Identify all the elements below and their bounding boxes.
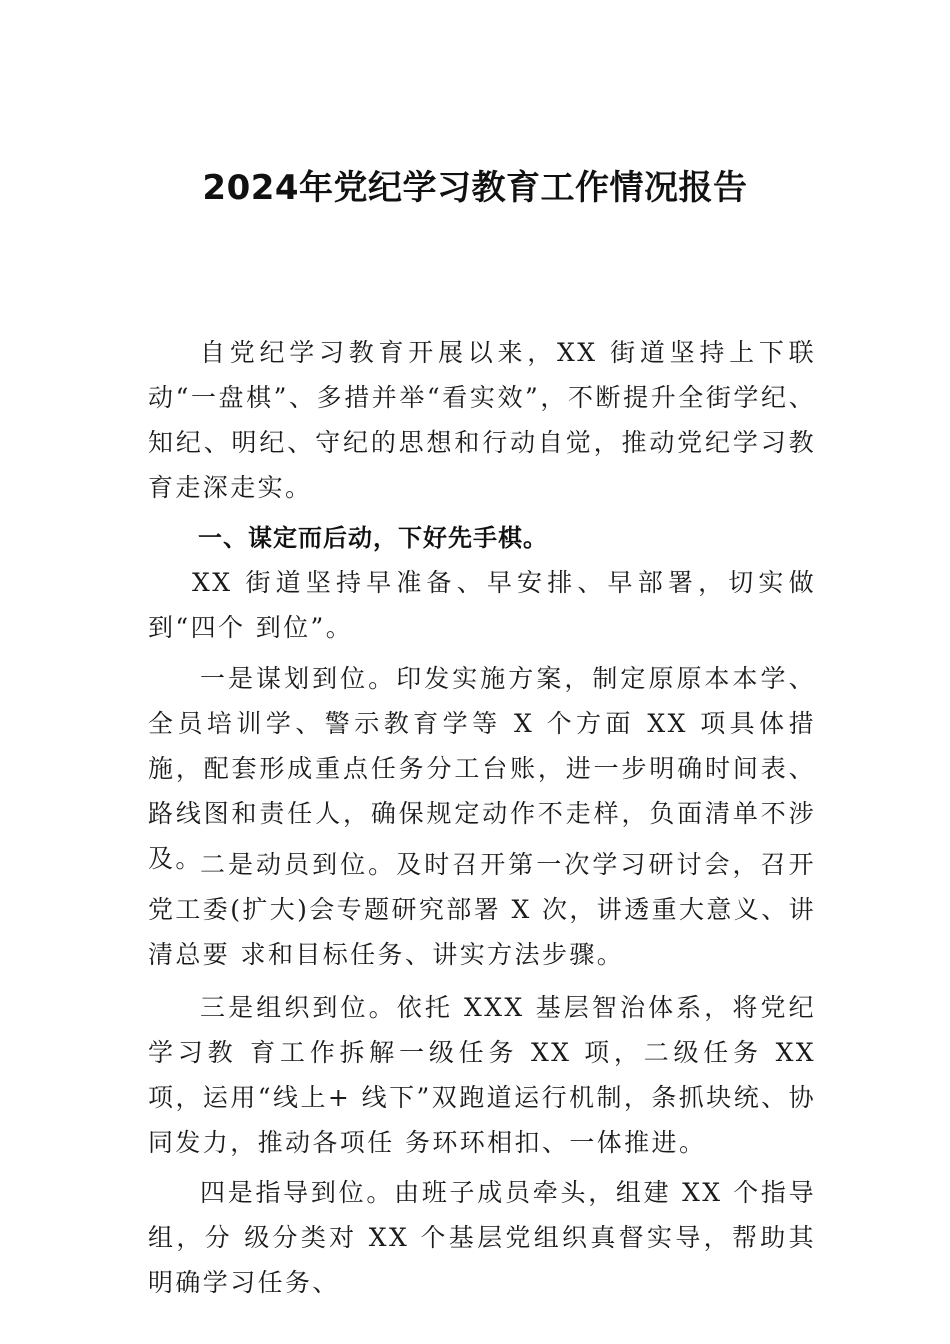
- section1-lead-block: [148, 560, 816, 650]
- intro-paragraph: 自党纪学习教育开展以来，XX 街道坚持上下联动“一盘棋”、多措并举“看实效”，不断提升全街学纪、知纪、明纪、守纪的思想和行动自觉，推动党纪学习教育走深走实。: [148, 338, 816, 502]
- section1-lead-paragraph: XX 街道坚持早准备、早安排、早部署，切实做到“四个 到位”。: [148, 568, 816, 642]
- intro-paragraph-block: [148, 330, 816, 510]
- item2-paragraph: 二是动员到位。及时召开第一次学习研讨会，召开党工委(扩大)会专题研究部署 X 次，讲透重大意义、讲清总要 求和目标任务、讲实方法步骤。: [148, 850, 817, 969]
- item3-block: [148, 985, 827, 1165]
- item4-paragraph: 四是指导到位。由班子成员牵头，组建 XX 个指导组，分 级分类对 XX 个基层党组织真督实导，帮助其明确学习任务、: [148, 1178, 816, 1297]
- item1-paragraph: 一是谋划到位。印发实施方案，制定原原本本学、全员培训学、警示教育学等 X 个方面 XX 项具体措施，配套形成重点任务分工台账，进一步明确时间表、路线图和责任人，确保规定动作不走样，负面清单不涉及。: [148, 664, 816, 873]
- item4-block: [148, 1170, 816, 1305]
- item3-paragraph: 三是组织到位。依托 XXX 基层智治体系，将党纪学习教 育工作拆解一级任务 XX 项，二级任务 XX 项，运用“线上+ 线下”双跑道运行机制，条抓块统、协同发力，推动各项任 务环环相扣、一体推进。: [148, 993, 827, 1157]
- document-title: 2024年党纪学习教育工作情况报告: [202, 168, 748, 208]
- section-heading-1: 一、谋定而后动，下好先手棋。: [198, 524, 548, 552]
- item2-block: [148, 842, 816, 977]
